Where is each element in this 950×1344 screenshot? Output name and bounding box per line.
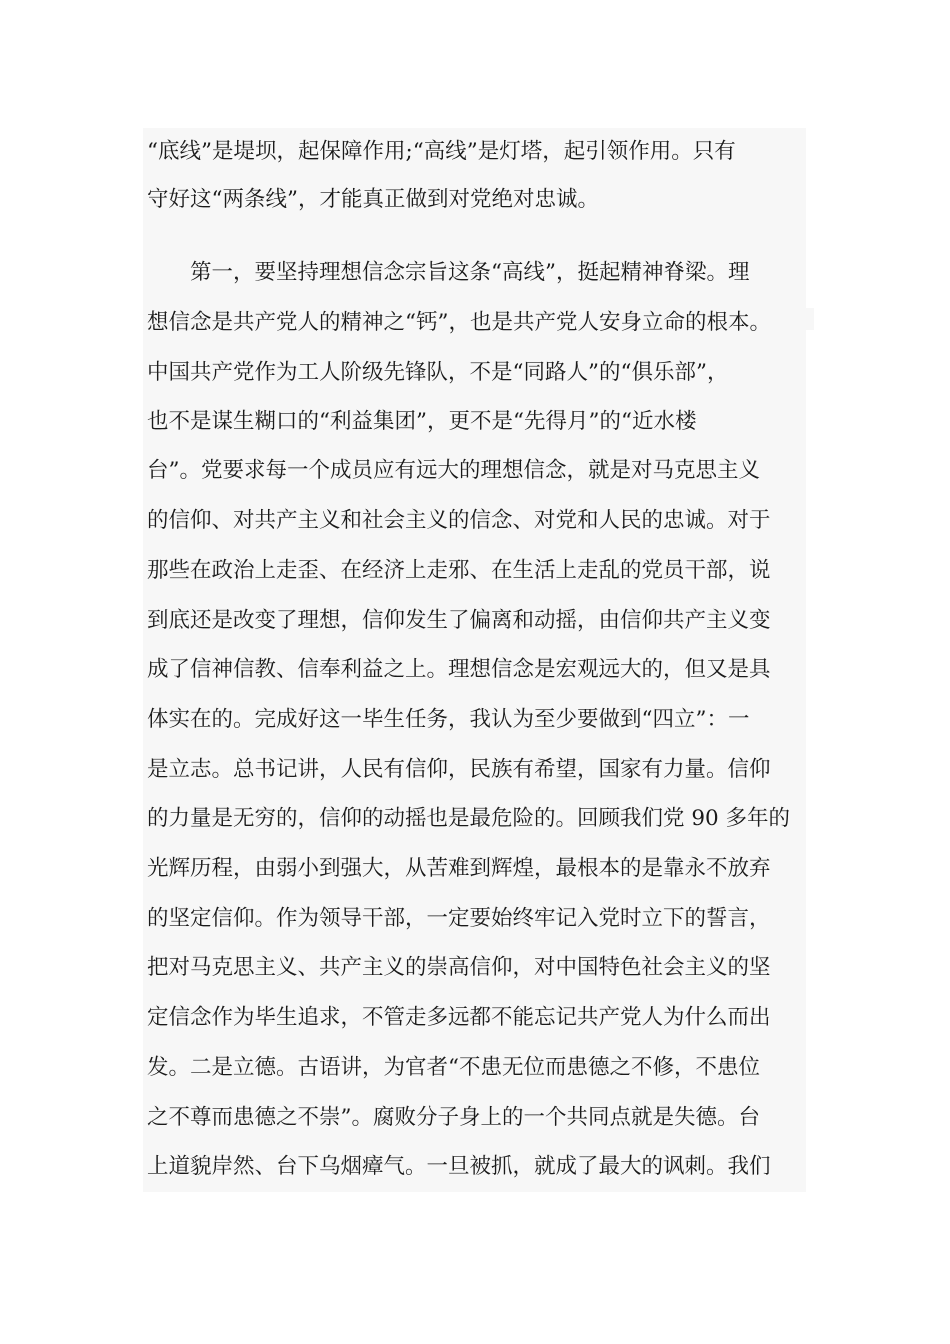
text-line: 之不尊而患德之不崇”。腐败分子身上的一个共同点就是失德。台 (147, 1105, 760, 1130)
text-line: 守好这“两条线”，才能真正做到对党绝对忠诚。 (147, 187, 599, 212)
text-line: 成了信神信教、信奉利益之上。理想信念是宏观远大的，但又是具 (147, 657, 771, 682)
text-line: 的坚定信仰。作为领导干部，一定要始终牢记入党时立下的誓言， (147, 906, 771, 931)
text-line: 想信念是共产党人的精神之“钙”，也是共产党人安身立命的根本。 (147, 310, 771, 335)
text-line: 定信念作为毕生追求，不管走多远都不能忘记共产党人为什么而出 (147, 1005, 771, 1030)
text-line: 第一，要坚持理想信念宗旨这条“高线”，挺起精神脊梁。理 (190, 260, 750, 285)
text-line: 上道貌岸然、台下乌烟瘴气。一旦被抓，就成了最大的讽刺。我们 (147, 1154, 771, 1179)
text-line: 台”。党要求每一个成员应有远大的理想信念，就是对马克思主义 (147, 458, 760, 483)
text-line: 的信仰、对共产主义和社会主义的信念、对党和人民的忠诚。对于 (147, 508, 771, 533)
text-line: 体实在的。完成好这一毕生任务，我认为至少要做到“四立”：一 (147, 707, 750, 732)
text-line: 光辉历程，由弱小到强大，从苦难到辉煌，最根本的是靠永不放弃 (147, 856, 771, 881)
text-line: 到底还是改变了理想，信仰发生了偏离和动摇，由信仰共产主义变 (147, 608, 771, 633)
text-line: 也不是谋生糊口的“利益集团”，更不是“先得月”的“近水楼 (147, 409, 697, 434)
text-line: 中国共产党作为工人阶级先锋队，不是“同路人”的“俱乐部”， (147, 360, 729, 385)
highlight-overflow (806, 308, 814, 330)
text-line: 发。二是立德。古语讲，为官者“不患无位而患德之不修，不患位 (147, 1055, 760, 1080)
text-line: 把对马克思主义、共产主义的崇高信仰，对中国特色社会主义的坚 (147, 955, 771, 980)
text-line: 的力量是无穷的，信仰的动摇也是最危险的。回顾我们党 90 多年的 (147, 806, 791, 831)
text-line: 是立志。总书记讲，人民有信仰，民族有希望，国家有力量。信仰 (147, 757, 771, 782)
text-line: “底线”是堤坝，起保障作用;“高线”是灯塔，起引领作用。只有 (147, 139, 736, 164)
text-line: 那些在政治上走歪、在经济上走邪、在生活上走乱的党员干部，说 (147, 558, 771, 583)
